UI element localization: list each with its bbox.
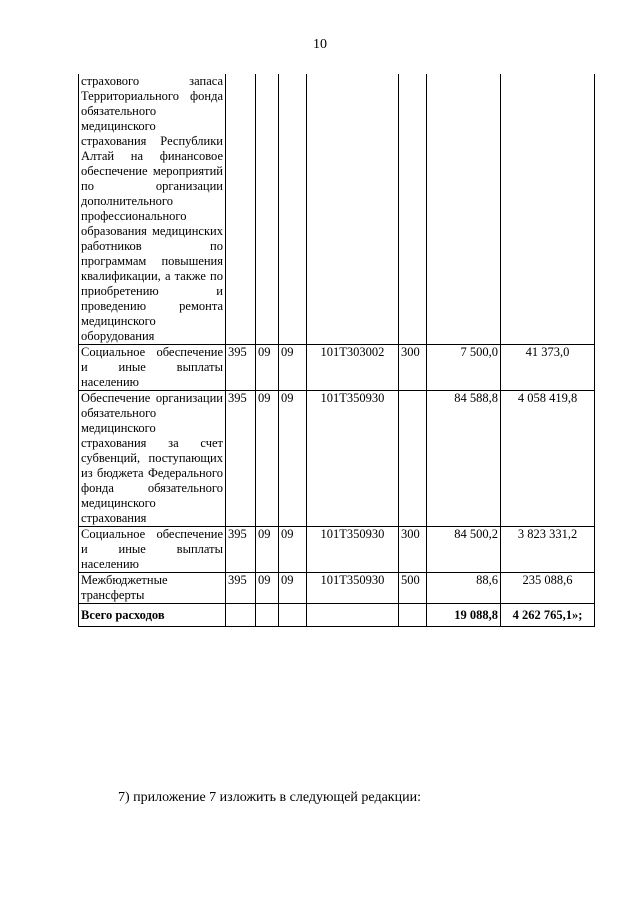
row-name-cell: Межбюджетные трансферты	[79, 573, 226, 604]
sum-change-cell: 7 500,0	[427, 345, 501, 391]
total-row	[79, 604, 595, 627]
table-row	[79, 391, 595, 527]
expense-type-cell: 500	[399, 573, 427, 604]
target-article-cell: 101Т303002	[307, 345, 399, 391]
section-cell: 09	[256, 345, 279, 391]
target-article-cell	[307, 74, 399, 345]
subsection-cell: 09	[279, 391, 307, 527]
grbs-cell: 395	[226, 573, 256, 604]
row-name-cell: страхового запаса Территориального фонда обязательного медицинского страхования Республики Алтай на финансовое обеспечение мероприятий по организации дополнительного профессионального образования медицинских работников по программам повышения квалификации, а также по приобретению и проведению ремонта медицинского оборудования	[79, 74, 226, 345]
expense-type-cell: 300	[399, 345, 427, 391]
empty-cell	[279, 604, 307, 627]
row-name-cell: Обеспечение организации обязательного медицинского страхования за счет субвенций, поступающих из бюджета Федерального фонда обязательного медицинского страхования	[79, 391, 226, 527]
section-cell: 09	[256, 527, 279, 573]
empty-cell	[307, 604, 399, 627]
target-article-cell: 101Т350930	[307, 391, 399, 527]
target-article-cell: 101Т350930	[307, 527, 399, 573]
subsection-cell: 09	[279, 345, 307, 391]
expenses-table	[78, 74, 595, 627]
subsection-cell: 09	[279, 527, 307, 573]
grbs-cell	[226, 74, 256, 345]
subsection-cell: 09	[279, 573, 307, 604]
subsection-cell	[279, 74, 307, 345]
sum-change-cell	[427, 74, 501, 345]
sum-total-cell	[501, 74, 595, 345]
total-label: Всего расходов	[79, 604, 226, 627]
sum-total-cell: 3 823 331,2	[501, 527, 595, 573]
empty-cell	[256, 604, 279, 627]
empty-cell	[399, 604, 427, 627]
row-name-cell: Социальное обеспечение и иные выплаты населению	[79, 345, 226, 391]
target-article-cell: 101Т350930	[307, 573, 399, 604]
expense-type-cell	[399, 391, 427, 527]
amendment-text: 7) приложение 7 изложить в следующей редакции:	[118, 790, 421, 805]
table-row	[79, 527, 595, 573]
sum-total-cell: 4 058 419,8	[501, 391, 595, 527]
row-name-cell: Социальное обеспечение и иные выплаты населению	[79, 527, 226, 573]
page-number: 10	[313, 37, 327, 52]
sum-total-cell: 235 088,6	[501, 573, 595, 604]
table-row	[79, 74, 595, 345]
expense-type-cell: 300	[399, 527, 427, 573]
section-cell: 09	[256, 573, 279, 604]
grbs-cell: 395	[226, 527, 256, 573]
table-row	[79, 345, 595, 391]
grbs-cell: 395	[226, 345, 256, 391]
sum-change-cell: 84 588,8	[427, 391, 501, 527]
total-sum-change: 19 088,8	[427, 604, 501, 627]
sum-total-cell: 41 373,0	[501, 345, 595, 391]
sum-change-cell: 88,6	[427, 573, 501, 604]
grbs-cell: 395	[226, 391, 256, 527]
section-cell	[256, 74, 279, 345]
expense-type-cell	[399, 74, 427, 345]
table-row	[79, 573, 595, 604]
section-cell: 09	[256, 391, 279, 527]
empty-cell	[226, 604, 256, 627]
sum-change-cell: 84 500,2	[427, 527, 501, 573]
total-sum: 4 262 765,1»;	[501, 604, 595, 627]
